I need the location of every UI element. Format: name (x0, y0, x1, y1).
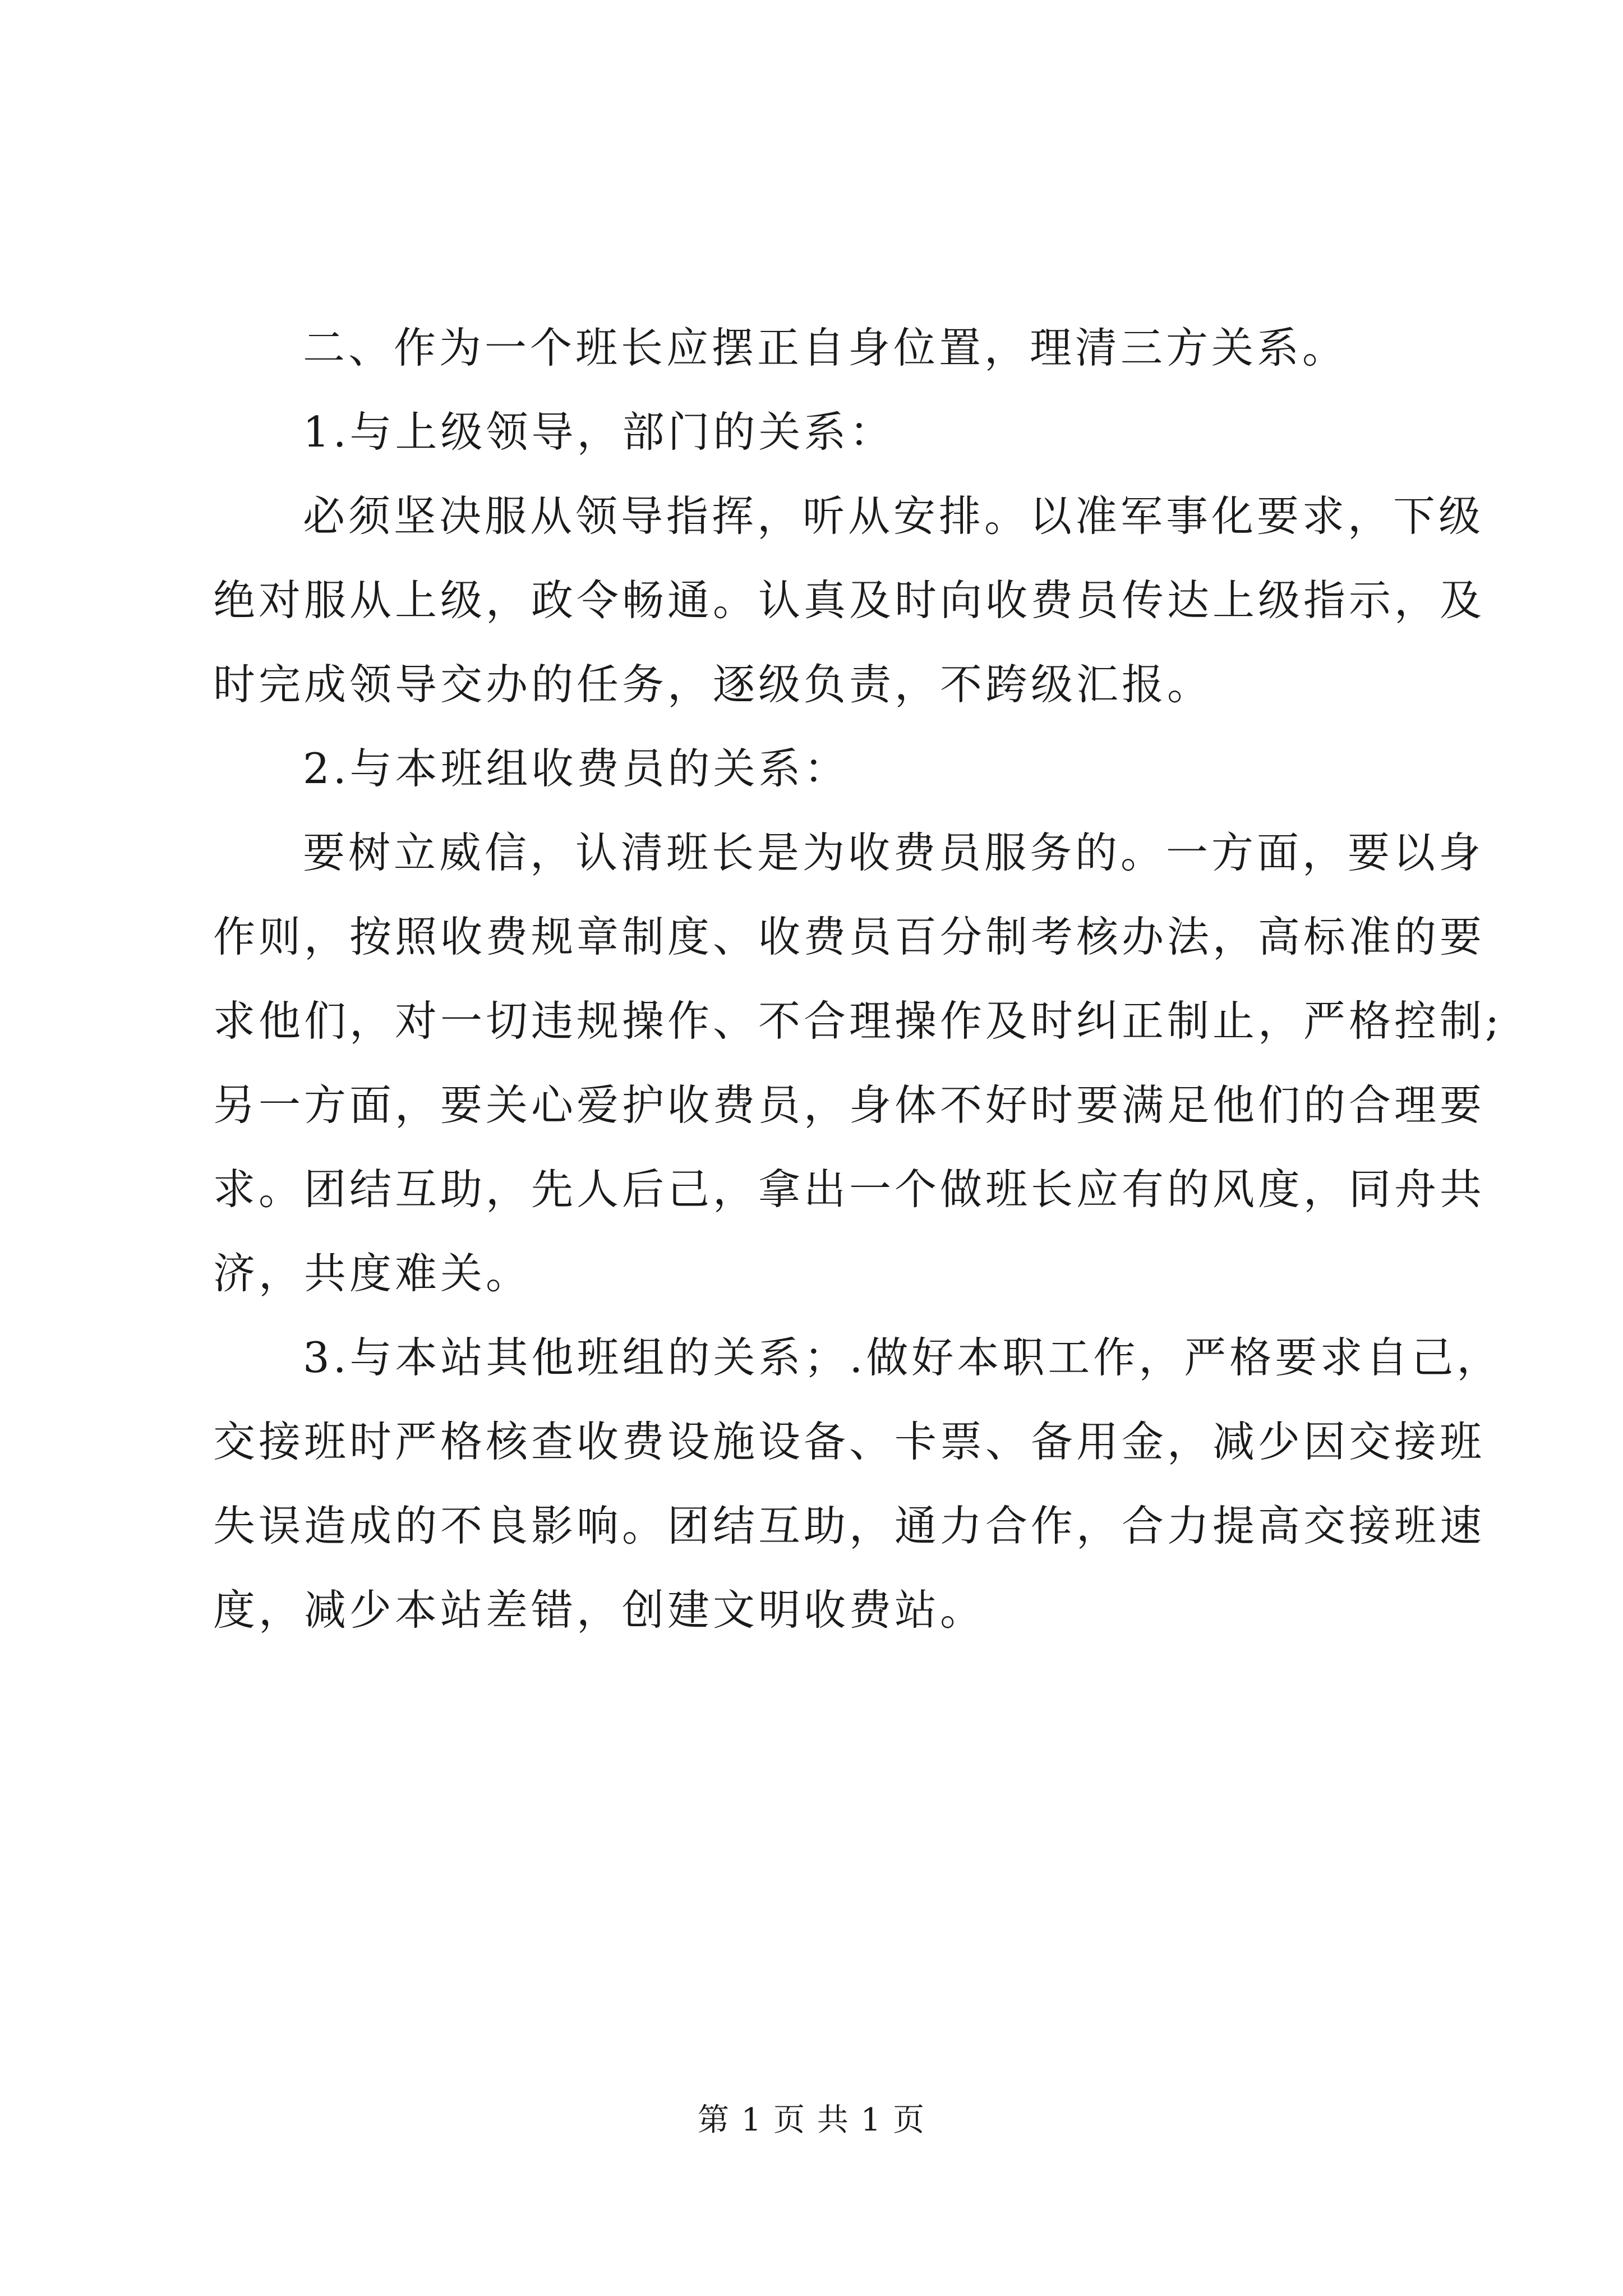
paragraph-line: 绝对服从上级，政令畅通。认真及时向收费员传达上级指示，及 (213, 576, 1486, 625)
subheading-superiors: 1.与上级领导，部门的关系： (303, 407, 895, 457)
paragraph-line: 交接班时严格核查收费设施设备、卡票、备用金，减少因交接班 (213, 1417, 1486, 1466)
paragraph-line: 济，共度难关。 (213, 1249, 532, 1298)
paragraph-line: 必须坚决服从领导指挥，听从安排。以准军事化要求，下级 (303, 491, 1484, 541)
paragraph-line: 失误造成的不良影响。团结互助，通力合作，合力提高交接班速 (213, 1501, 1486, 1550)
paragraph-line: 另一方面，要关心爱护收费员，身体不好时要满足他们的合理要 (213, 1080, 1486, 1130)
document-body (213, 306, 1503, 1652)
paragraph-line: 时完成领导交办的任务，逐级负责，不跨级汇报。 (213, 660, 1213, 709)
paragraph-line: 求他们，对一切违规操作、不合理操作及时纠正制止，严格控制; (213, 996, 1503, 1046)
paragraph-line: 作则，按照收费规章制度、收费员百分制考核办法，高标准的要 (213, 912, 1486, 961)
paragraph-line: 求。团结互助，先人后己，拿出一个做班长应有的风度，同舟共 (213, 1165, 1486, 1214)
section-heading: 二、作为一个班长应摆正自身位置，理清三方关系。 (303, 323, 1348, 372)
paragraph-line: 度，减少本站差错，创建文明收费站。 (213, 1585, 986, 1635)
page-footer: 第 1 页 共 1 页 (697, 2102, 926, 2138)
paragraph-line: 3.与本站其他班组的关系；.做好本职工作，严格要求自己， (303, 1333, 1502, 1382)
subheading-team-members: 2.与本班组收费员的关系： (303, 744, 850, 793)
paragraph-line: 要树立威信，认清班长是为收费员服务的。一方面，要以身 (303, 828, 1484, 877)
